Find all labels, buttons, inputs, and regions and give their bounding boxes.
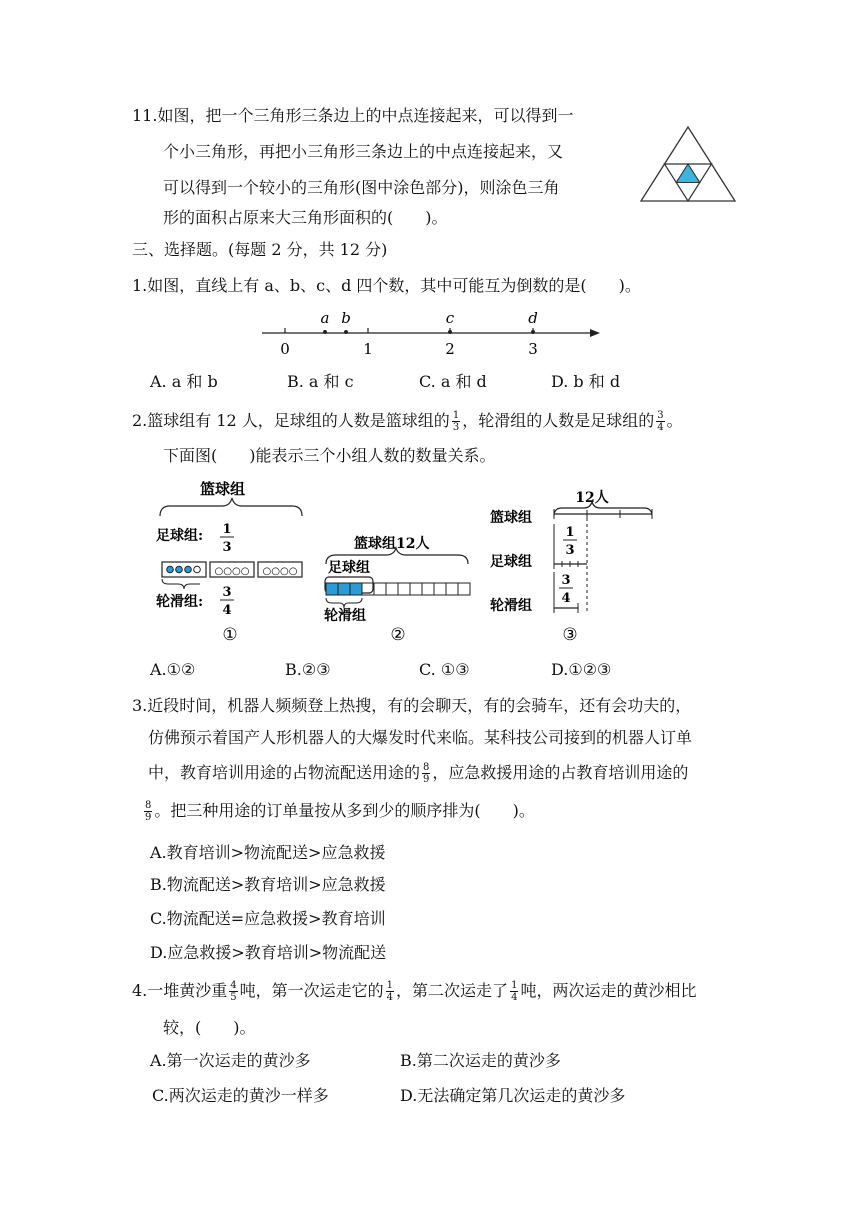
mc3-line-4: $\frac{8}{9}$ 。把三种用途的订单量按从多到少的顺序排为( )。 xyxy=(145,800,535,823)
point-a: a xyxy=(320,309,330,327)
mc2-figure-3 xyxy=(488,484,658,646)
fig3-basketball-label: 篮球组 xyxy=(490,510,532,526)
mc3-option-d[interactable]: D.应急救援>教育培训>物流配送 xyxy=(150,943,387,962)
mc2-option-a[interactable]: A.①② xyxy=(150,660,196,679)
mc3-line-3: 中，教育培训用途的占物流配送用途的 $\frac{8}{9}$ ，应急救援用途的占教育培训用途的 xyxy=(148,762,689,785)
fig1-skating-label: 轮滑组: xyxy=(156,594,204,610)
svg-text:1: 1 xyxy=(222,522,232,537)
point-c: c xyxy=(445,309,455,327)
svg-text:3: 3 xyxy=(565,543,575,558)
mc2-stem-a: 2.篮球组有 12 人，足球组的人数是篮球组的 xyxy=(132,411,450,430)
mc2-figure-1 xyxy=(150,478,310,646)
mc2-frac-1: $\frac{1}{3}$ xyxy=(452,410,460,433)
mc1-stem: 1.如图，直线上有 a、b、c、d 四个数，其中可能互为倒数的是( )。 xyxy=(132,276,641,295)
mc2-option-c[interactable]: C. ①③ xyxy=(419,660,470,679)
mc4-frac-3: $\frac{1}{4}$ xyxy=(511,980,518,1003)
mc3-frac-1: $\frac{8}{9}$ xyxy=(423,762,430,785)
q11-line-3: 可以得到一个较小的三角形(图中涂色部分)，则涂色三角 xyxy=(163,178,560,197)
fig2-football-label: 足球组 xyxy=(328,560,370,576)
mc3-line-2: 仿佛预示着国产人形机器人的大爆发时代来临。某科技公司接到的机器人订单 xyxy=(148,728,693,747)
mc2-frac-2: $\frac{3}{4}$ xyxy=(657,410,664,433)
mc2-figure-2 xyxy=(318,520,478,646)
mc4-option-d[interactable]: D.无法确定第几次运走的黄沙多 xyxy=(400,1086,626,1105)
mc4-option-a[interactable]: A.第一次运走的黄沙多 xyxy=(150,1051,311,1070)
q11-line-4: 形的面积占原来大三角形面积的( )。 xyxy=(163,208,448,227)
tick-2: 2 xyxy=(445,340,455,358)
svg-text:3: 3 xyxy=(561,573,571,588)
fig2-marker: ② xyxy=(390,625,406,645)
fig3-football-label: 足球组 xyxy=(490,554,532,570)
mc2-line-2: 下面图( )能表示三个小组人数的数量关系。 xyxy=(163,446,496,465)
mc4-line-1: 4.一堆黄沙重 $\frac{4}{5}$ 吨，第一次运走它的 $\frac{1}{4}$ ，第二次运走了 $\frac{1}{4}$ 吨，两次运走的黄沙相比 xyxy=(132,980,697,1003)
mc3-line-1: 3.近段时间，机器人频频登上热搜，有的会聊天，有的会骑车，还有会功夫的， xyxy=(132,696,692,715)
mc3-option-c[interactable]: C.物流配送=应急救援>教育培训 xyxy=(150,909,386,928)
fig1-football-label: 足球组: xyxy=(156,528,204,544)
mc1-option-a[interactable]: A. a 和 b xyxy=(150,372,218,391)
fig3-marker: ③ xyxy=(562,625,578,645)
svg-text:○○○○: ○○○○ xyxy=(214,566,250,577)
mc1-option-c[interactable]: C. a 和 d xyxy=(419,372,487,391)
mc4-option-c[interactable]: C.两次运走的黄沙一样多 xyxy=(152,1086,329,1105)
mc2-option-b[interactable]: B.②③ xyxy=(285,660,331,679)
svg-text:4: 4 xyxy=(561,591,571,606)
svg-text:1: 1 xyxy=(565,525,575,540)
fig1-marker: ① xyxy=(222,625,238,645)
mc4-line-2: 较，( )。 xyxy=(163,1018,256,1037)
point-d: d xyxy=(528,309,538,327)
svg-text:4: 4 xyxy=(222,603,232,618)
mc3-option-b[interactable]: B.物流配送>教育培训>应急救援 xyxy=(150,875,386,894)
fig3-total-label: 12人 xyxy=(575,490,609,506)
mc4-option-b[interactable]: B.第二次运走的黄沙多 xyxy=(400,1051,561,1070)
section-3-title: 三、选择题。(每题 2 分，共 12 分) xyxy=(132,240,388,259)
mc2-option-d[interactable]: D.①②③ xyxy=(551,660,612,679)
tick-3: 3 xyxy=(528,340,538,358)
mc1-option-d[interactable]: D. b 和 d xyxy=(551,372,621,391)
point-b: b xyxy=(341,309,351,327)
mc2-stem xyxy=(132,410,683,433)
svg-text:3: 3 xyxy=(222,540,232,555)
svg-text:○○○○: ○○○○ xyxy=(262,566,298,577)
number-line-figure xyxy=(260,304,606,360)
mc2-stem-c: 。 xyxy=(666,411,683,430)
fig2-basketball-label: 篮球组12人 xyxy=(354,536,430,552)
fig3-skating-label: 轮滑组 xyxy=(490,598,532,614)
svg-text:3: 3 xyxy=(222,585,232,600)
mc3-frac-2: $\frac{8}{9}$ xyxy=(145,800,152,823)
q11-line-2: 个小三角形，再把小三角形三条边上的中点连接起来，又 xyxy=(163,142,564,161)
mc4-frac-1: $\frac{4}{5}$ xyxy=(230,980,237,1003)
tick-0: 0 xyxy=(280,340,290,358)
q11-triangle-figure xyxy=(638,124,738,204)
fig1-basketball-label: 篮球组 xyxy=(200,480,246,498)
fig2-skating-label: 轮滑组 xyxy=(324,608,366,624)
tick-1: 1 xyxy=(363,340,373,358)
q11-line-1: 11.如图，把一个三角形三条边上的中点连接起来，可以得到一 xyxy=(132,106,574,125)
mc2-stem-b: ，轮滑组的人数是足球组的 xyxy=(462,411,655,430)
mc1-option-b[interactable]: B. a 和 c xyxy=(287,372,354,391)
mc4-frac-2: $\frac{1}{4}$ xyxy=(386,980,394,1003)
mc3-option-a[interactable]: A.教育培训>物流配送>应急救援 xyxy=(150,843,386,862)
